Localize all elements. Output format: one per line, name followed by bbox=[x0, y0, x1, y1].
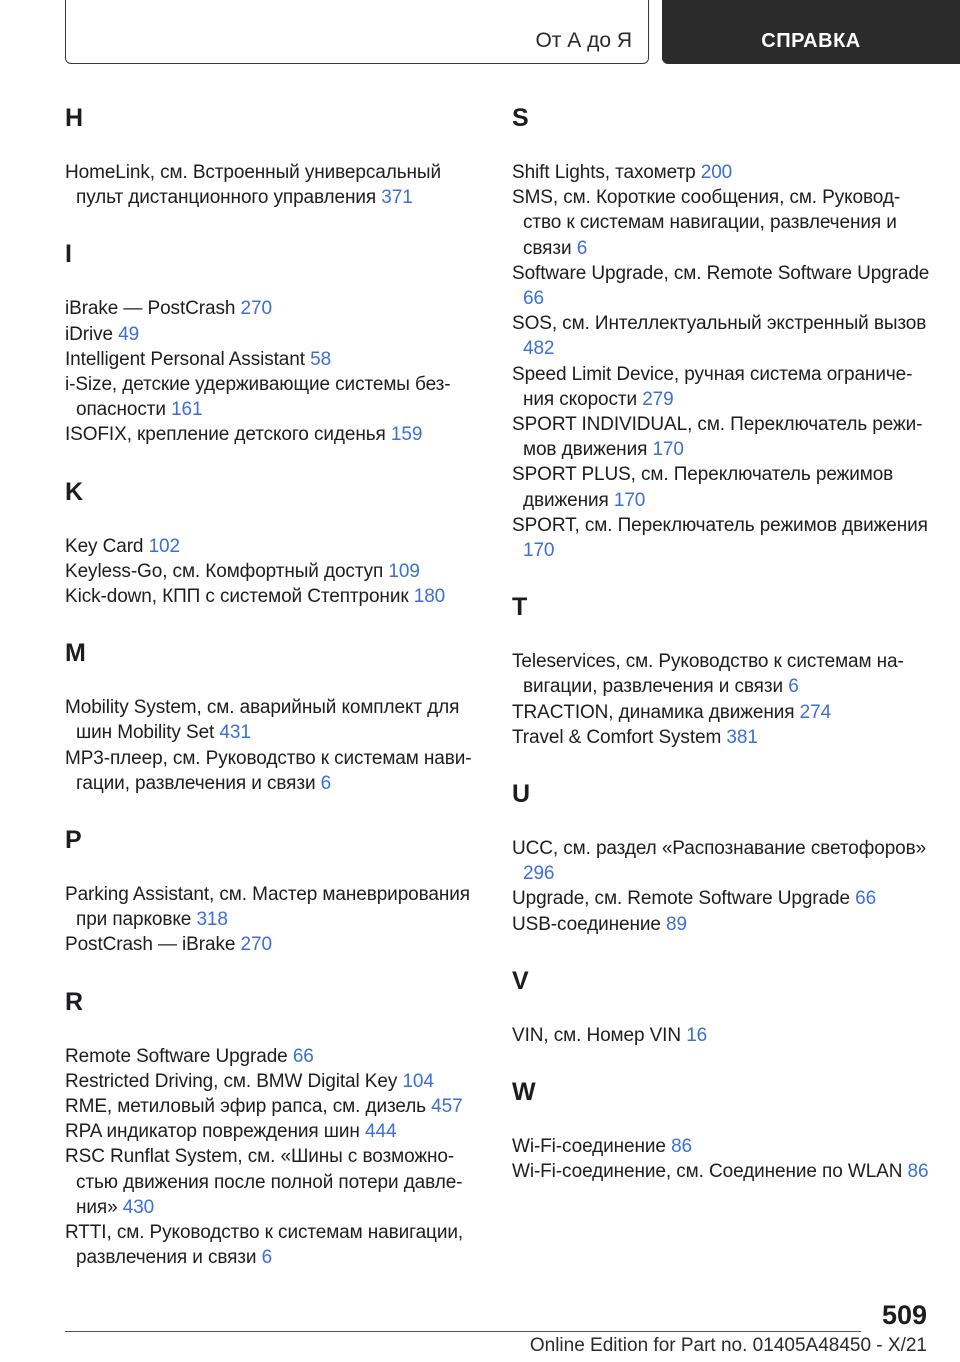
index-page-link[interactable]: 482 bbox=[523, 338, 555, 360]
index-entry-text: Shift Lights, тахометр bbox=[512, 162, 696, 183]
index-entry bbox=[512, 725, 932, 750]
index-page-link[interactable]: 89 bbox=[666, 913, 687, 935]
chapter-tab-label: СПРАВКА bbox=[761, 30, 861, 52]
index-entry bbox=[512, 462, 932, 512]
index-letter-heading: W bbox=[512, 1078, 536, 1107]
index-entry bbox=[65, 422, 485, 447]
index-page-link[interactable]: 66 bbox=[855, 888, 877, 910]
index-section bbox=[65, 635, 485, 796]
index-entry bbox=[512, 513, 932, 563]
index-entry-text: MP3-плеер, см. Руководство к системам навигации, развлечения и связи bbox=[65, 747, 472, 794]
index-entry-text: Speed Limit Device, ручная система ограничения скорости bbox=[512, 363, 913, 410]
index-entry-text: i-Size, детские удерживающие системы безопасности bbox=[65, 374, 451, 421]
index-page-link[interactable]: 161 bbox=[171, 399, 203, 421]
index-entry-text: RPA индикатор повреждения шин bbox=[65, 1121, 360, 1143]
index-page-link[interactable]: 318 bbox=[196, 909, 228, 931]
index-column-left bbox=[65, 100, 485, 1296]
index-page-link[interactable]: 159 bbox=[390, 424, 423, 446]
index-column-right bbox=[512, 100, 932, 1210]
index-entry bbox=[512, 649, 932, 699]
index-page-link[interactable]: 296 bbox=[523, 863, 555, 885]
index-entry bbox=[512, 311, 932, 361]
index-page-link[interactable]: 170 bbox=[613, 489, 646, 511]
index-entry-text: VIN, см. Номер VIN bbox=[512, 1024, 681, 1046]
index-entry bbox=[65, 534, 485, 559]
index-page-link[interactable]: 270 bbox=[240, 298, 272, 320]
index-entry bbox=[65, 347, 485, 372]
index-page-link[interactable]: 6 bbox=[788, 676, 799, 698]
index-entry bbox=[512, 1134, 932, 1159]
index-section bbox=[65, 984, 485, 1271]
index-page-link[interactable]: 170 bbox=[652, 439, 684, 461]
index-entry-text: iDrive bbox=[65, 323, 113, 345]
index-entry bbox=[512, 160, 932, 185]
index-entry-text: Kick-down, КПП с системой Стептроник bbox=[65, 586, 409, 608]
index-entry bbox=[65, 882, 485, 932]
header-section-box bbox=[65, 0, 649, 64]
index-entry bbox=[65, 1069, 485, 1094]
index-entry bbox=[512, 412, 932, 462]
index-page-link[interactable]: 200 bbox=[700, 162, 733, 183]
footer-divider bbox=[65, 1331, 861, 1332]
index-page-link[interactable]: 180 bbox=[413, 586, 446, 608]
index-entry bbox=[512, 185, 932, 261]
chapter-tab[interactable] bbox=[662, 0, 960, 64]
page-number: 509 bbox=[881, 1300, 927, 1330]
index-entry bbox=[65, 695, 485, 745]
index-section bbox=[65, 474, 485, 610]
index-entry bbox=[512, 1159, 932, 1184]
index-entry-text: SMS, см. Короткие сообщения, см. Руководство к системам навигации, развлечения и связи bbox=[512, 187, 901, 259]
index-entry bbox=[512, 1023, 932, 1048]
index-letter-heading: M bbox=[65, 639, 86, 668]
index-entry-text: Intelligent Personal Assistant bbox=[65, 348, 305, 370]
index-page-link[interactable]: 170 bbox=[523, 540, 555, 562]
index-page-link[interactable]: 270 bbox=[240, 934, 272, 956]
index-entry bbox=[65, 160, 485, 210]
index-entry-text: TRACTION, динамика движения bbox=[512, 701, 795, 723]
index-entry bbox=[65, 296, 485, 321]
index-page-link[interactable]: 381 bbox=[726, 726, 758, 748]
index-section bbox=[512, 100, 932, 563]
index-page-link[interactable]: 6 bbox=[576, 237, 588, 259]
index-page-link[interactable]: 430 bbox=[122, 1196, 155, 1218]
index-letter-heading: K bbox=[65, 477, 84, 506]
index-page-link[interactable]: 104 bbox=[402, 1070, 434, 1092]
index-page-link[interactable]: 49 bbox=[118, 323, 140, 345]
index-entry-text: SPORT INDIVIDUAL, см. Переключатель режимов движения bbox=[512, 414, 923, 461]
index-page-link[interactable]: 66 bbox=[523, 288, 544, 310]
index-entry bbox=[65, 584, 485, 609]
index-entry-text: Wi-Fi-соединение bbox=[512, 1136, 666, 1158]
index-entry bbox=[65, 1044, 485, 1069]
index-section bbox=[512, 589, 932, 750]
index-page-link[interactable]: 6 bbox=[320, 772, 332, 794]
index-letter-heading: S bbox=[512, 104, 529, 132]
index-section bbox=[65, 236, 485, 447]
index-entry-text: Parking Assistant, см. Мастер маневрирования при парковке bbox=[65, 884, 470, 931]
index-entry-text: HomeLink, см. Встроенный универсальный пульт дистанционного управления bbox=[65, 162, 441, 209]
index-entry-text: Keyless-Go, см. Комфортный доступ bbox=[65, 560, 384, 582]
index-entry-text: Software Upgrade, см. Remote Software Upgrade bbox=[512, 262, 930, 284]
index-entry-text: iBrake — PostCrash bbox=[65, 298, 236, 320]
index-entry-text: RME, метиловый эфир рапса, см. дизель bbox=[65, 1096, 426, 1118]
index-entry-text: Restricted Driving, см. BMW Digital Key bbox=[65, 1070, 398, 1092]
index-entry bbox=[65, 746, 485, 796]
index-entry bbox=[512, 362, 932, 412]
index-entry-text: Wi-Fi-соединение, см. Соединение по WLAN bbox=[512, 1161, 903, 1183]
index-entry bbox=[65, 1144, 485, 1220]
index-letter-heading: T bbox=[512, 593, 528, 622]
index-entry-text: Mobility System, см. аварийный комплект для шин Mobility Set bbox=[65, 697, 460, 744]
index-entry bbox=[65, 1094, 485, 1119]
index-entry-text: ISOFIX, крепление детского сиденья bbox=[65, 424, 386, 446]
index-page-link[interactable]: 86 bbox=[907, 1161, 929, 1183]
index-entry-text: SPORT PLUS, см. Переключатель режимов движения bbox=[512, 464, 894, 511]
index-page-link[interactable]: 444 bbox=[365, 1121, 397, 1143]
index-page-link[interactable]: 371 bbox=[381, 187, 413, 209]
index-letter-heading: H bbox=[65, 104, 84, 132]
index-page-link[interactable]: 431 bbox=[219, 722, 251, 744]
index-entry bbox=[65, 1220, 485, 1270]
index-page-link[interactable]: 6 bbox=[261, 1247, 273, 1269]
index-entry-text: RSC Runflat System, см. «Шины с возможностью движения после полной потери давления» bbox=[65, 1146, 463, 1218]
index-letter-heading: I bbox=[65, 240, 72, 269]
index-page-link[interactable]: 274 bbox=[799, 701, 832, 723]
index-section bbox=[512, 963, 932, 1048]
index-entry bbox=[65, 372, 485, 422]
index-entry bbox=[65, 322, 485, 347]
index-entry bbox=[512, 886, 932, 911]
index-entry bbox=[65, 932, 485, 957]
index-entry-text: Travel & Comfort System bbox=[512, 726, 722, 748]
index-section bbox=[65, 100, 485, 210]
index-letter-heading: R bbox=[65, 987, 84, 1016]
index-page-link[interactable]: 58 bbox=[310, 348, 332, 370]
index-page-link[interactable]: 457 bbox=[431, 1096, 463, 1118]
index-entry bbox=[512, 700, 932, 725]
index-entry bbox=[512, 912, 932, 937]
index-page-link[interactable]: 86 bbox=[671, 1136, 693, 1158]
index-entry-text: PostCrash — iBrake bbox=[65, 934, 236, 956]
index-entry-text: UCC, см. раздел «Распознавание светофоров» bbox=[512, 838, 927, 860]
index-entry-text: USB-соединение bbox=[512, 913, 661, 935]
index-letter-heading: P bbox=[65, 826, 82, 855]
index-page-link[interactable]: 102 bbox=[148, 535, 180, 557]
index-entry-text: RTTI, см. Руководство к системам навигации, развлечения и связи bbox=[65, 1222, 464, 1269]
index-page-link[interactable]: 109 bbox=[388, 560, 420, 582]
index-page-link[interactable]: 66 bbox=[292, 1045, 314, 1067]
index-entry-text: Key Card bbox=[65, 535, 144, 557]
index-entry-text: SOS, см. Интеллектуальный экстренный вызов bbox=[512, 313, 927, 335]
index-entry-text: Remote Software Upgrade bbox=[65, 1045, 288, 1067]
index-entry-text: Upgrade, см. Remote Software Upgrade bbox=[512, 888, 850, 910]
index-entry bbox=[65, 1119, 485, 1144]
index-section bbox=[512, 776, 932, 937]
index-section bbox=[65, 822, 485, 958]
index-entry bbox=[65, 559, 485, 584]
index-page-link[interactable]: 279 bbox=[642, 388, 674, 410]
index-letter-heading: V bbox=[512, 966, 529, 995]
index-letter-heading: U bbox=[512, 780, 531, 809]
index-entry bbox=[512, 261, 932, 311]
index-entry-text: SPORT, см. Переключатель режимов движения bbox=[512, 514, 928, 536]
index-section bbox=[512, 1074, 932, 1184]
index-entry bbox=[512, 836, 932, 886]
footer-edition-text: Online Edition for Part no. 01405A48450 - X/21 bbox=[529, 1335, 927, 1356]
section-title: От А до Я bbox=[535, 29, 632, 52]
index-entry-text: Teleservices, см. Руководство к системам навигации, развлечения и связи bbox=[512, 651, 904, 698]
index-page-link[interactable]: 16 bbox=[686, 1024, 708, 1046]
